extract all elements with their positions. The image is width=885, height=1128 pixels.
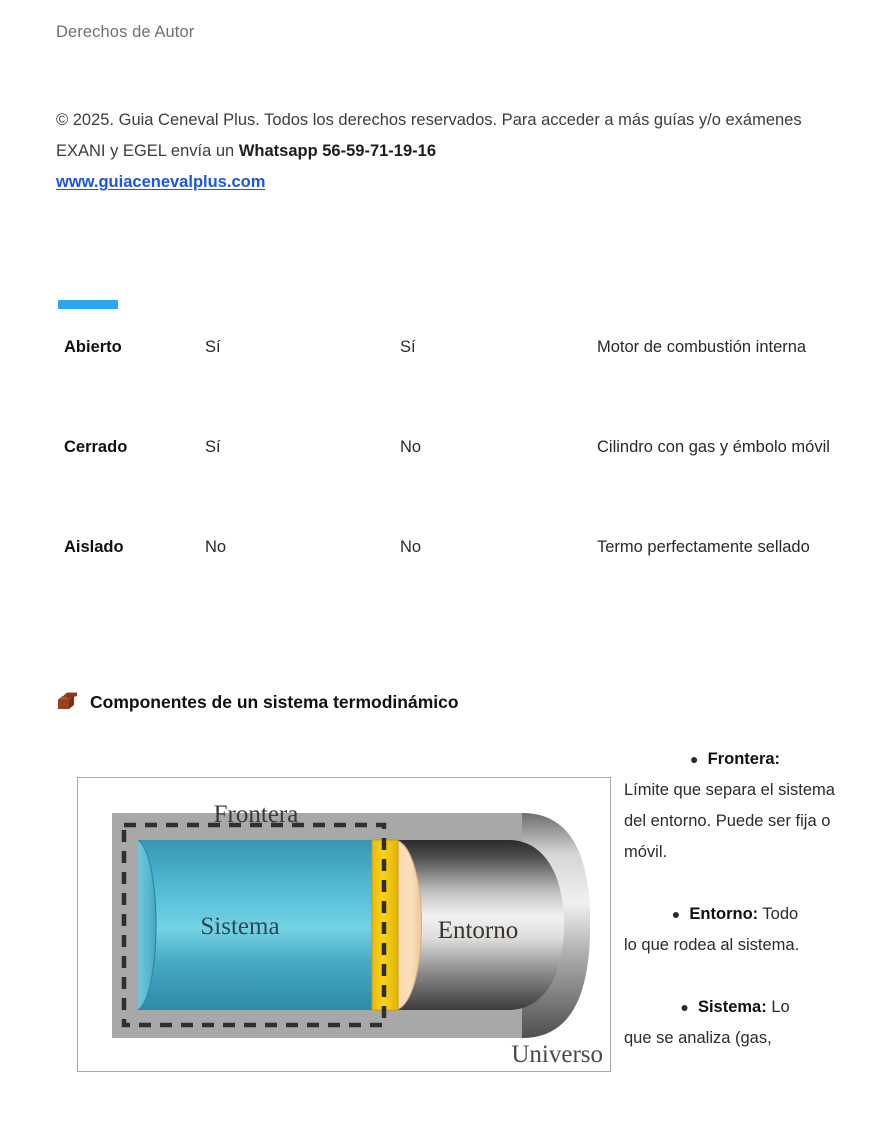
website-link[interactable]: www.guiacenevalplus.com <box>56 173 266 191</box>
diagram-svg <box>78 778 610 1071</box>
cell-example: Termo perfectamente sellado <box>597 538 810 556</box>
copyright-paragraph <box>56 105 826 198</box>
components-notes-list <box>624 744 846 1054</box>
cell-energy-exchange: Sí <box>400 338 416 356</box>
page-title: Derechos de Autor <box>56 23 195 41</box>
note-term: Sistema: <box>697 998 767 1016</box>
cell-mass-exchange: No <box>205 538 227 556</box>
whatsapp-number: Whatsapp 56-59-71-19-16 <box>238 142 436 160</box>
bullet-icon: ● <box>680 999 689 1015</box>
note-description: que se analiza (gas, <box>624 1029 772 1047</box>
list-item <box>624 992 846 1054</box>
cell-system-type: Cerrado <box>64 438 128 456</box>
note-lead-text: Lo <box>766 998 790 1016</box>
label-entorno: Entorno <box>437 917 519 944</box>
table-row <box>56 432 846 532</box>
label-sistema: Sistema <box>200 913 280 940</box>
bullet-icon: ● <box>689 751 699 767</box>
cell-mass-exchange: Sí <box>205 438 221 456</box>
note-term: Frontera: <box>707 750 781 768</box>
list-item <box>624 744 846 868</box>
brick-icon <box>56 691 80 713</box>
label-universo: Universo <box>511 1041 603 1068</box>
cell-mass-exchange: Sí <box>205 338 221 356</box>
section-heading-label: Componentes de un sistema termodinámico <box>90 691 459 712</box>
cell-example: Motor de combustión interna <box>597 338 807 356</box>
cell-system-type: Abierto <box>64 338 122 356</box>
cell-example: Cilindro con gas y émbolo móvil <box>597 438 830 456</box>
thermodynamic-system-diagram <box>77 777 611 1072</box>
label-frontera: Frontera <box>213 801 299 828</box>
cell-energy-exchange: No <box>400 538 422 556</box>
blue-divider-rule <box>58 300 118 309</box>
cell-energy-exchange: No <box>400 438 422 456</box>
systems-comparison-table <box>56 332 846 563</box>
note-description: Límite que separa el sistema del entorno. Puede ser fija o móvil. <box>624 781 835 861</box>
bullet-icon: ● <box>671 906 681 922</box>
copyright-text: © 2025. Guia Ceneval Plus. Todos los derechos reservados. Para acceder a más guías y/o exámenes EXANI y EGEL envía un <box>56 111 802 160</box>
note-description: lo que rodea al sistema. <box>624 936 800 954</box>
note-lead-text: Todo <box>758 905 799 923</box>
list-item <box>624 899 846 961</box>
table-row <box>56 532 846 563</box>
cell-system-type: Aislado <box>64 538 124 556</box>
table-row <box>56 332 846 432</box>
note-term: Entorno: <box>689 905 759 923</box>
section-heading <box>56 691 459 713</box>
